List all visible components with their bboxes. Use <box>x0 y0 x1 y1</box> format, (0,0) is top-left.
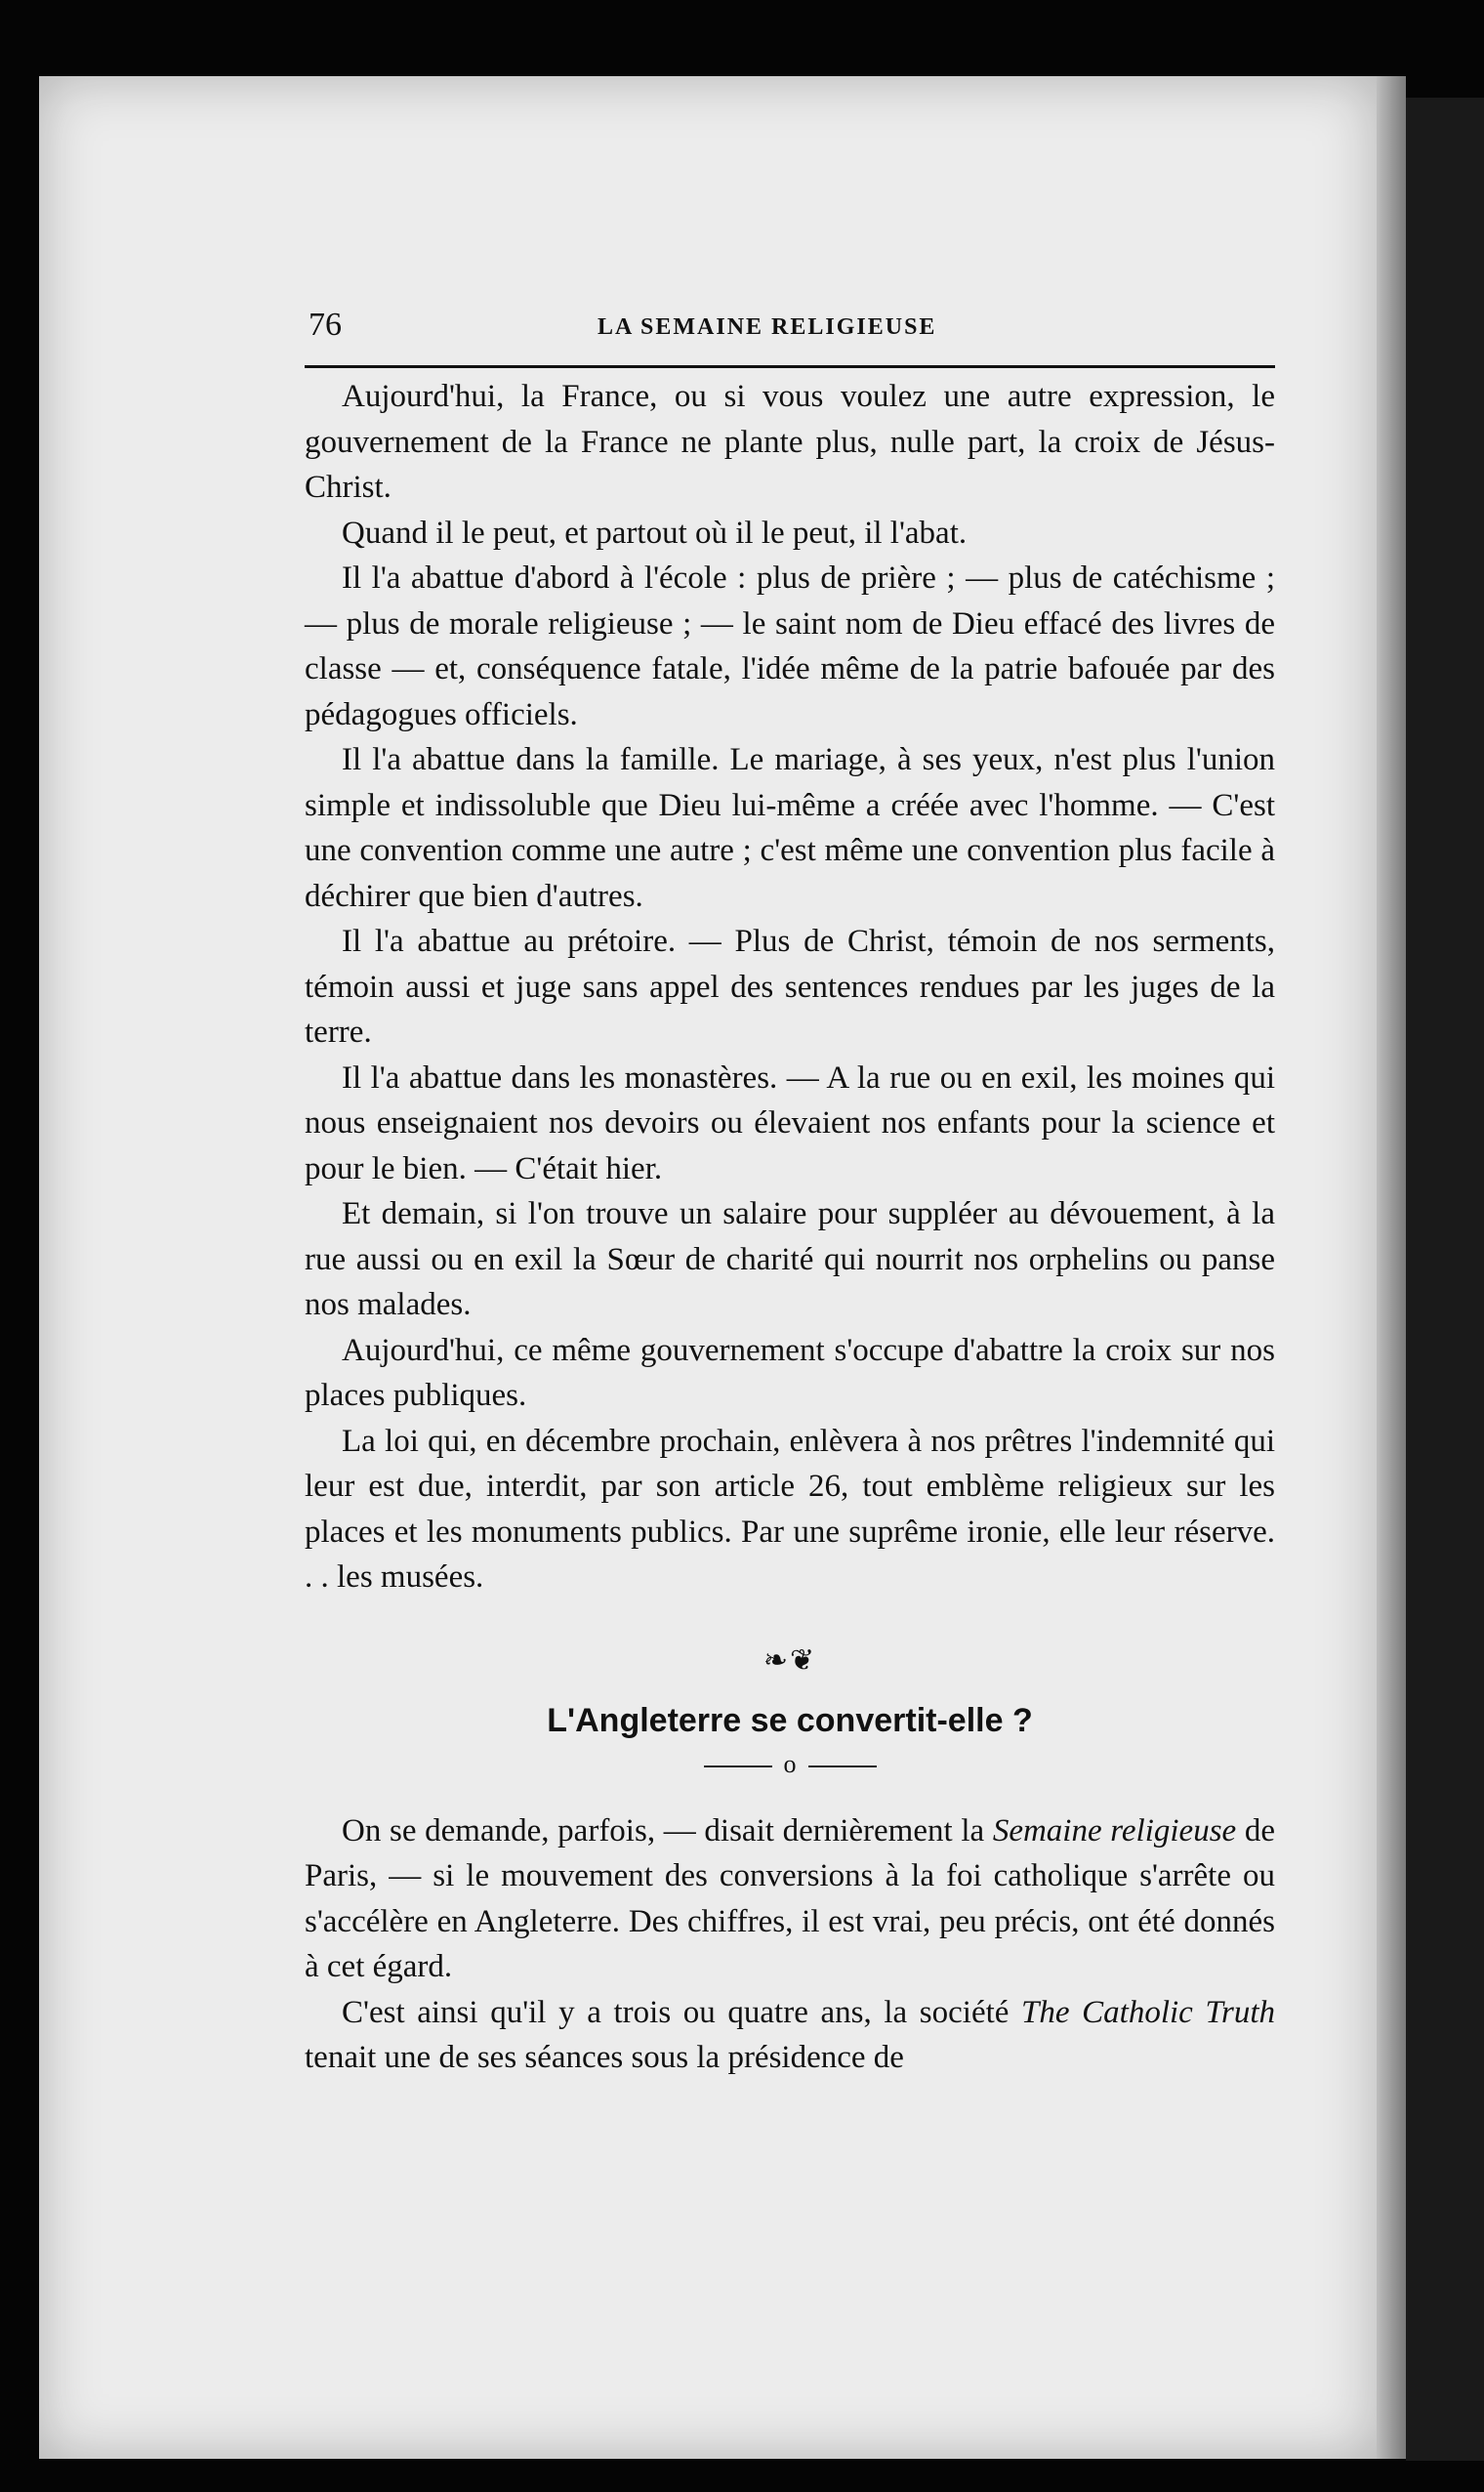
running-title: LA SEMAINE RELIGIEUSE <box>598 314 937 340</box>
paragraph: Et demain, si l'on trouve un salaire pour suppléer au dévouement, à la rue aussi ou en exil la Sœur de charité qui nourrit nos orphelins ou panse nos malades. <box>305 1196 1275 1322</box>
article-body <box>305 374 1275 1600</box>
paragraph: Il l'a abattue au prétoire. — Plus de Christ, témoin de nos serments, témoin aussi et juge sans appel des sentences rendues par les juges de la terre. <box>305 924 1275 1050</box>
paragraph: Aujourd'hui, la France, ou si vous voulez une autre expression, le gouvernement de la France ne plante plus, nulle part, la croix de Jésus-Christ. <box>305 379 1275 505</box>
separator-dash <box>704 1765 772 1767</box>
running-header <box>305 293 1275 352</box>
paragraph: La loi qui, en décembre prochain, enlèvera à nos prêtres l'indemnité qui leur est due, interdit, par son article 26, tout emblème religieux sur les places et les monuments publics. Par une suprême ironie, elle leur réserve. . . les musées. <box>305 1423 1275 1595</box>
separator-dash <box>808 1765 877 1767</box>
paragraph: Il l'a abattue dans les monastères. — A la rue ou en exil, les moines qui nous enseignaient nos devoirs ou élevaient nos enfants pour la science et pour le bien. — C'était hier. <box>305 1059 1275 1186</box>
paragraph: Aujourd'hui, ce même gouvernement s'occupe d'abattre la croix sur nos places publiques. <box>305 1332 1275 1413</box>
paragraph: Il l'a abattue dans la famille. Le mariage, à ses yeux, n'est plus l'union simple et indissoluble que Dieu lui-même a créée avec l'homme. — C'est une convention comme une autre ; c'est même une convention plus facile à déchirer que bien d'autres. <box>305 742 1275 914</box>
italic-title: Semaine religieuse <box>992 1812 1237 1848</box>
page-number: 76 <box>309 307 342 343</box>
header-rule <box>305 365 1275 368</box>
page-edge <box>1377 76 1406 2459</box>
paragraph-text: C'est ainsi qu'il y a trois ou quatre ans, la société <box>342 1994 1022 2030</box>
italic-title: The Catholic Truth <box>1021 1994 1275 2030</box>
paragraph-text: On se demande, parfois, — disait dernièrement la <box>342 1812 993 1848</box>
scan-margin <box>1406 98 1484 2461</box>
paragraph: Quand il le peut, et partout où il le peut, il l'abat. <box>342 515 968 551</box>
paragraph: Il l'a abattue d'abord à l'école : plus de prière ; — plus de catéchisme ; — plus de morale religieuse ; — le saint nom de Dieu effacé des livres de classe — et, conséquence fatale, l'idée même de la patrie bafouée par des pédagogues officiels. <box>305 561 1275 732</box>
section-title: L'Angleterre se convertit-elle ? <box>547 1701 1033 1739</box>
paragraph <box>305 1808 1275 1990</box>
paragraph-text: tenait une de ses séances sous la présidence de <box>305 2040 904 2075</box>
paragraph <box>305 1990 1275 2081</box>
title-separator <box>305 1750 1275 1779</box>
paragraph-text: de Paris, — si le mouvement des conversions à la foi catholique s'arrête ou s'accélère en Angleterre. Des chiffres, il est vrai, peu précis, ont été donnés à cet égard. <box>305 1812 1276 1984</box>
ornament-divider: ❧❦ <box>763 1643 817 1677</box>
page-content <box>305 293 1275 2081</box>
separator-mark: o <box>783 1749 797 1778</box>
